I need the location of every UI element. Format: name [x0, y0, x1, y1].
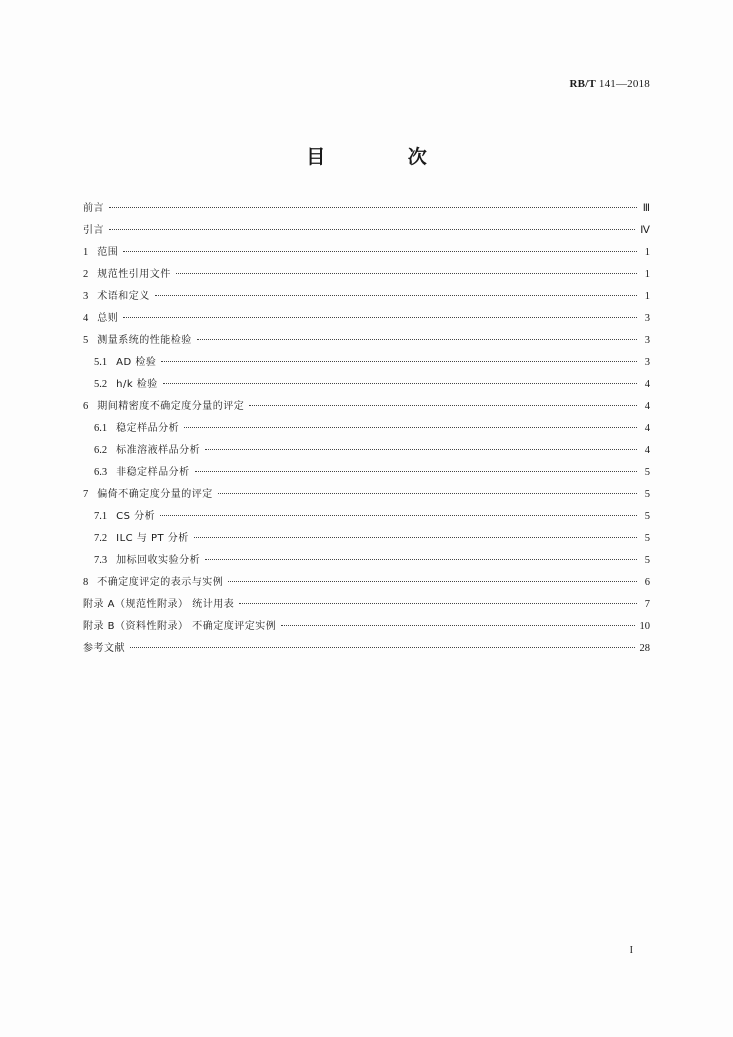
toc-entry-number: 1 — [83, 247, 89, 258]
toc-entry-page: 1 — [644, 269, 650, 280]
toc-entry-label: 标准溶液样品分析 — [116, 445, 201, 456]
toc-entry-label: 规范性引用文件 — [97, 269, 171, 280]
toc-entry-page: 5 — [644, 533, 650, 544]
toc-entry[interactable] — [83, 199, 650, 221]
toc-entry-label: AD 检验 — [116, 357, 157, 368]
toc-entry[interactable] — [83, 463, 650, 485]
toc-entry[interactable] — [83, 375, 650, 397]
toc-entry-label: 范围 — [97, 247, 119, 258]
toc-entry[interactable] — [83, 551, 650, 573]
toc-entry[interactable] — [83, 639, 650, 661]
toc-entry-number: 7.3 — [94, 555, 108, 566]
toc-entry-number: 5.1 — [94, 357, 108, 368]
toc-entry-label: 总则 — [97, 313, 119, 324]
toc-entry-number: 6.3 — [94, 467, 108, 478]
toc-entry-page: 28 — [639, 643, 650, 654]
toc-dot-leader — [109, 229, 635, 230]
toc-entry[interactable] — [83, 331, 650, 353]
toc-dot-leader — [218, 493, 637, 494]
toc-entry[interactable] — [83, 441, 650, 463]
toc-entry-page: 1 — [644, 247, 650, 258]
toc-entry-page: 4 — [644, 379, 650, 390]
toc-entry[interactable] — [83, 221, 650, 243]
toc-entry[interactable] — [83, 573, 650, 595]
toc-entry[interactable] — [83, 595, 650, 617]
toc-entry[interactable] — [83, 419, 650, 441]
toc-title: 目 次 — [306, 146, 465, 168]
toc-entry-label: 前言 — [83, 203, 104, 214]
page-number: I — [629, 945, 633, 956]
toc-dot-leader — [109, 207, 637, 208]
toc-entry[interactable] — [83, 507, 650, 529]
toc-dot-leader — [155, 295, 637, 296]
toc-dot-leader — [194, 537, 637, 538]
toc-entry[interactable] — [83, 309, 650, 331]
toc-entry-number: 7 — [83, 489, 89, 500]
toc-entry-page: 6 — [644, 577, 650, 588]
toc-entry-number: 7.2 — [94, 533, 108, 544]
toc-entry-page: 3 — [644, 335, 650, 346]
toc-entry-number: 5 — [83, 335, 89, 346]
toc-dot-leader — [123, 317, 637, 318]
toc-entry-label: 参考文献 — [83, 643, 125, 654]
toc-entry[interactable] — [83, 265, 650, 287]
toc-entry-label: 偏倚不确定度分量的评定 — [97, 489, 213, 500]
toc-entry-page: 5 — [644, 467, 650, 478]
toc-entry-page: 4 — [644, 445, 650, 456]
toc-entry[interactable] — [83, 353, 650, 375]
toc-dot-leader — [130, 647, 635, 648]
toc-entry[interactable] — [83, 529, 650, 551]
toc-entry-number: 7.1 — [94, 511, 108, 522]
toc-dot-leader — [160, 515, 637, 516]
toc-entry-label: 期间精密度不确定度分量的评定 — [97, 401, 245, 412]
toc-entry-number: 6.2 — [94, 445, 108, 456]
toc-entry[interactable] — [83, 243, 650, 265]
toc-entry-page: 4 — [644, 401, 650, 412]
toc-dot-leader — [184, 427, 637, 428]
toc-entry-number: 6 — [83, 401, 89, 412]
toc-dot-leader — [161, 361, 637, 362]
table-of-contents — [83, 199, 650, 661]
toc-entry-label: 附录 B（资料性附录） 不确定度评定实例 — [83, 621, 277, 632]
toc-entry-label: 引言 — [83, 225, 104, 236]
toc-entry-label: ILC 与 PT 分析 — [116, 533, 189, 544]
toc-dot-leader — [205, 449, 637, 450]
toc-entry-label: 附录 A（规范性附录） 统计用表 — [83, 599, 235, 610]
toc-entry-page: 5 — [644, 555, 650, 566]
toc-entry-label: 加标回收实验分析 — [116, 555, 201, 566]
toc-entry-page: 5 — [644, 511, 650, 522]
toc-dot-leader — [239, 603, 637, 604]
toc-entry-number: 3 — [83, 291, 89, 302]
toc-entry-label: 术语和定义 — [97, 291, 150, 302]
toc-dot-leader — [163, 383, 637, 384]
toc-dot-leader — [249, 405, 637, 406]
toc-entry-label: h/k 检验 — [116, 379, 158, 390]
toc-entry-page: 3 — [644, 357, 650, 368]
toc-entry-page: 10 — [639, 621, 650, 632]
toc-dot-leader — [197, 339, 637, 340]
toc-entry-label: 不确定度评定的表示与实例 — [97, 577, 224, 588]
toc-entry-number: 6.1 — [94, 423, 108, 434]
toc-dot-leader — [205, 559, 637, 560]
toc-entry[interactable] — [83, 485, 650, 507]
toc-entry-page: 7 — [644, 599, 650, 610]
toc-entry-label: 非稳定样品分析 — [116, 467, 190, 478]
toc-entry-page: 5 — [644, 489, 650, 500]
document-code — [569, 78, 650, 90]
toc-entry[interactable] — [83, 617, 650, 639]
document-code-number: 141—2018 — [595, 78, 650, 90]
toc-dot-leader — [176, 273, 637, 274]
toc-entry-number: 8 — [83, 577, 89, 588]
toc-dot-leader — [228, 581, 637, 582]
toc-entry-number: 4 — [83, 313, 89, 324]
toc-entry-page: 1 — [644, 291, 650, 302]
toc-entry[interactable] — [83, 287, 650, 309]
toc-dot-leader — [281, 625, 634, 626]
toc-entry-number: 5.2 — [94, 379, 108, 390]
toc-entry-label: CS 分析 — [116, 511, 156, 522]
toc-entry-page: 4 — [644, 423, 650, 434]
toc-dot-leader — [123, 251, 637, 252]
toc-entry-label: 测量系统的性能检验 — [97, 335, 192, 346]
toc-dot-leader — [195, 471, 637, 472]
document-code-prefix: RB/T — [569, 78, 596, 90]
toc-entry-number: 2 — [83, 269, 89, 280]
toc-entry[interactable] — [83, 397, 650, 419]
toc-entry-label: 稳定样品分析 — [116, 423, 180, 434]
toc-entry-page: Ⅲ — [642, 203, 650, 214]
toc-entry-page: 3 — [644, 313, 650, 324]
toc-entry-page: Ⅳ — [640, 225, 650, 236]
